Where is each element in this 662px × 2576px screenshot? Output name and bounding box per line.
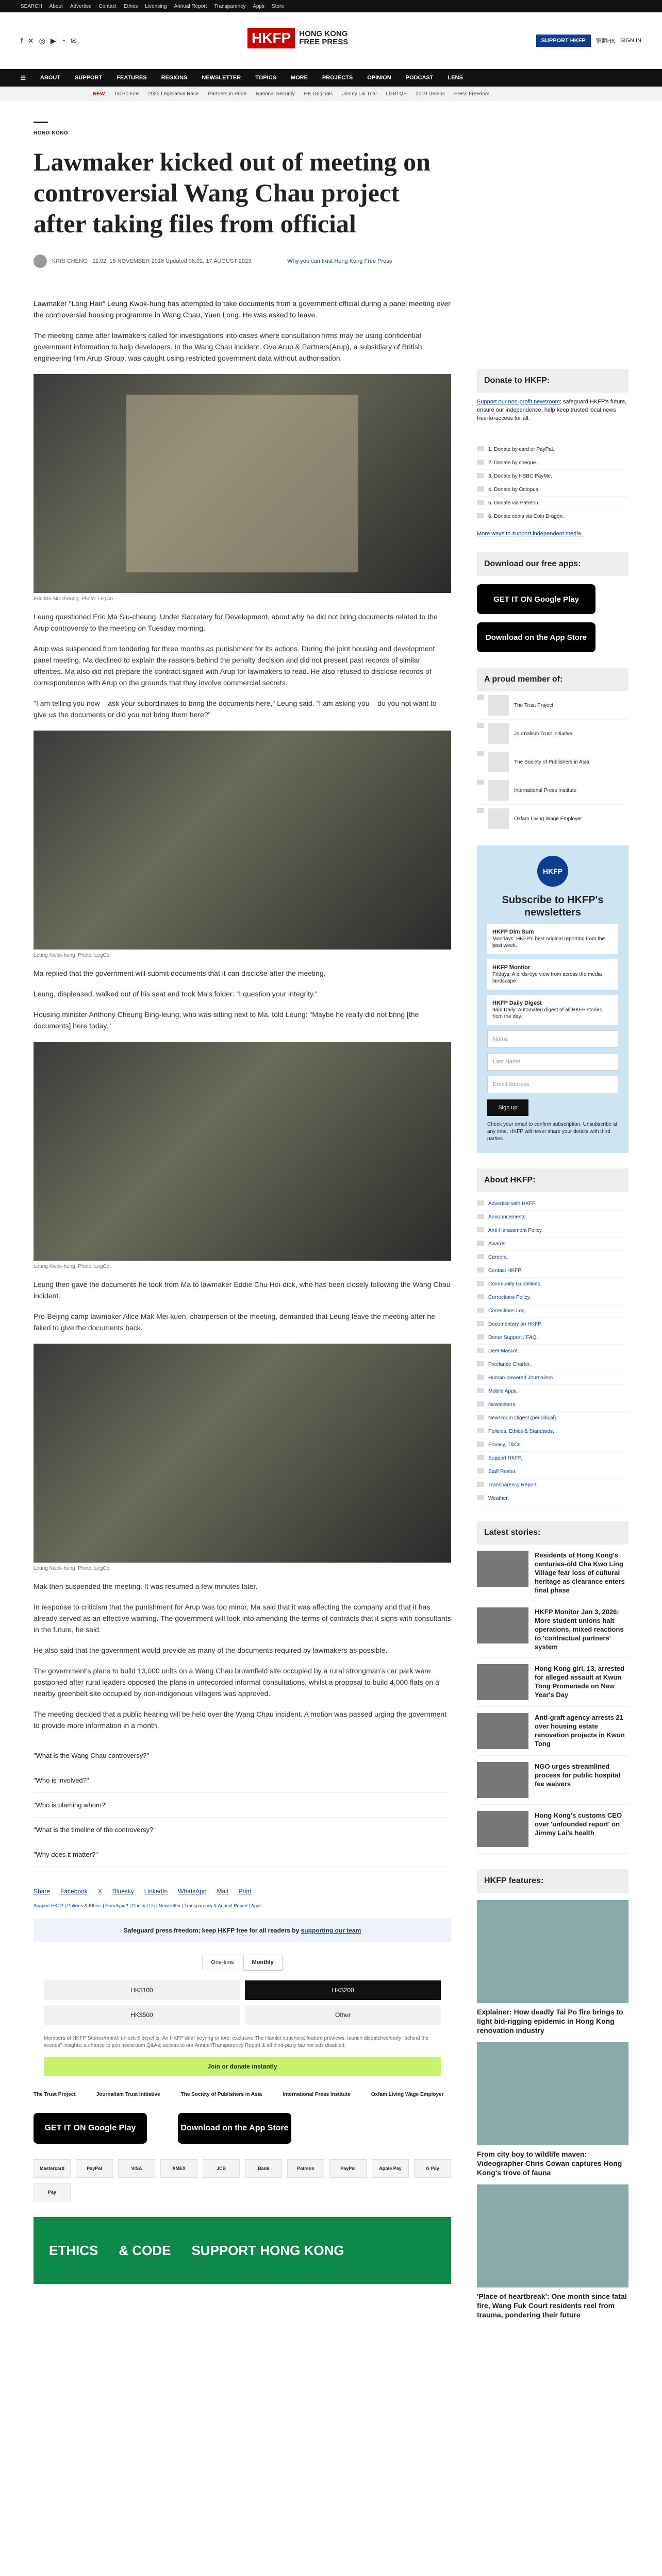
more-ways-link[interactable]: More ways to support independent media. (477, 531, 583, 537)
menu-icon[interactable]: ☰ (21, 75, 26, 81)
about-link[interactable]: Awards. (477, 1238, 628, 1251)
sign-up-button[interactable]: Sign up (487, 1099, 528, 1116)
ipi-logo[interactable]: International Press Institute (283, 2092, 351, 2097)
nav-topics[interactable]: TOPICS (255, 75, 276, 81)
nav-about[interactable]: ABOUT (40, 75, 60, 81)
bank-icon: Bank (245, 2159, 282, 2178)
trending-2019-demos[interactable]: 2019 Demos (416, 91, 445, 97)
logo-text (299, 30, 348, 46)
about-link[interactable]: Corrections Policy. (477, 1291, 628, 1304)
social-icons (21, 37, 268, 45)
faq-item[interactable]: "What is the timeline of the controversy?" (34, 1818, 451, 1842)
newsletter-note: Check your email to confirm subscription. Unsubscribe at any time. HKFP will never share your details with third parties. (487, 1122, 618, 1142)
nav-more[interactable]: MORE (290, 75, 308, 81)
article-title: Lawmaker kicked out of meeting on controversial Wang Chau project after taking files from official (34, 147, 431, 238)
story-thumb (477, 1811, 528, 1847)
story-item[interactable] (477, 1545, 628, 1601)
newsletter-option[interactable] (487, 959, 618, 990)
paragraph: The meeting decided that a public hearing will be held over the Wang Chau incident. A motion was passed urging the government to provide more information in a month. (34, 1710, 447, 1730)
one-time-option[interactable]: One-time (202, 1955, 243, 1970)
amex-icon: AMEX (160, 2159, 197, 2178)
promo-text: SUPPORT HONG KONG (191, 2242, 344, 2258)
trust-link[interactable]: Why you can trust Hong Kong Free Press (287, 258, 392, 264)
about-link[interactable]: Transparency Report. (477, 1479, 628, 1492)
trending-jimmy-lai[interactable]: Jimmy Lai Trial (342, 91, 377, 97)
topbar-contact[interactable]: Contact (98, 3, 117, 9)
member-logo (488, 808, 509, 829)
trending-press-freedom[interactable]: Press Freedom (454, 91, 490, 97)
amount-option-selected[interactable]: HK$200 (245, 1980, 441, 2000)
member-item[interactable] (477, 691, 628, 720)
nav-lens[interactable]: LENS (448, 75, 463, 81)
about-link[interactable]: Policies, Ethics & Standards. (477, 1425, 628, 1438)
photo-caption: Leung Kwok-hung. Photo: LegCo. (34, 1566, 111, 1571)
member-logo (488, 695, 509, 716)
apps-heading: Download our free apps: (477, 552, 628, 576)
nav-projects[interactable]: PROJECTS (322, 75, 353, 81)
member-benefits: Members of HKFP Stories/month unlock 5 benefits: An HKFP dear keyring or tote; exclusive The Hamlet vouchers; feature previews; launch dispatches/early "behind the scenes" insights; a chance to join newsroom Q&As; access to our Annual/Transparency Report & all third-party banner ads disabled. (44, 2036, 429, 2048)
about-link[interactable]: Advertise with HKFP. (477, 1197, 628, 1211)
about-link[interactable]: Donor Support / FAQ. (477, 1331, 628, 1345)
apple-pay-icon: Apple Pay (372, 2159, 409, 2178)
story-title: Residents of Hong Kong's centuries-old Cha Kwo Ling Village fear loss of cultural heritage as clearance enters final phase (535, 1551, 625, 1594)
about-link[interactable]: Corrections Log. (477, 1304, 628, 1318)
topbar-apps[interactable]: Apps (253, 3, 264, 9)
about-link[interactable]: Documentary on HKFP. (477, 1318, 628, 1331)
nav-regions[interactable]: REGIONS (161, 75, 188, 81)
about-link[interactable]: Community Guidelines. (477, 1278, 628, 1291)
trending-legislative-race[interactable]: 2025 Legislative Race (148, 91, 199, 97)
newsletter-option[interactable] (487, 995, 618, 1025)
share-print[interactable]: Print (238, 1888, 252, 1895)
feature-image (477, 1900, 628, 2003)
member-name: The Society of Publishers in Asia (514, 759, 589, 765)
article-column (34, 101, 451, 2319)
story-title: Anti-graft agency arrests 21 over housing estate renovation projects in Kwun Tong (535, 1714, 625, 1748)
article-photo (34, 1042, 451, 1261)
logo-box: HKFP (247, 28, 295, 48)
topbar-annual-report[interactable]: Annual Report (174, 3, 207, 9)
about-link[interactable]: Anti-Harassment Policy. (477, 1224, 628, 1238)
newsletter-name: HKFP Monitor (492, 964, 531, 971)
join-button[interactable]: Join or donate instantly (44, 2057, 441, 2076)
trending-partners-pride[interactable]: Partners in Pride (208, 91, 247, 97)
topbar-advertise[interactable]: Advertise (70, 3, 92, 9)
jti-logo[interactable]: Journalism Trust Initiative (96, 2092, 160, 2097)
oxfam-logo[interactable]: Oxfam Living Wage Employer (371, 2092, 444, 2097)
story-item[interactable] (477, 1805, 628, 1854)
page-body (0, 101, 662, 2319)
about-link[interactable]: Privacy, T&Cs. (477, 1438, 628, 1452)
about-link[interactable]: Newsletters. (477, 1398, 628, 1412)
x-icon[interactable]: ✕ (27, 36, 34, 45)
nav-newsletter[interactable]: NEWSLETTER (202, 75, 241, 81)
donate-banner-link[interactable]: supporting our team (301, 1927, 361, 1934)
photo-caption: Eric Ma Siu-cheung. Photo: LegCo. (34, 596, 114, 602)
about-link[interactable]: Human-powered Journalism. (477, 1371, 628, 1385)
about-link[interactable]: Announcements. (477, 1211, 628, 1224)
story-thumb (477, 1607, 528, 1643)
promo-text: & CODE (119, 2242, 171, 2258)
newsletter-name: HKFP Daily Digest (492, 1000, 542, 1006)
share-label: Share (34, 1888, 51, 1895)
story-title: Hong Kong girl, 13, arrested for alleged assault at Kwun Tong Promenade on New Year's Day (535, 1665, 625, 1699)
trending-bar (0, 87, 662, 101)
trending-lgbtq[interactable]: LGBTQ+ (386, 91, 407, 97)
nav-features[interactable]: FEATURES (117, 75, 147, 81)
story-item[interactable] (477, 1756, 628, 1805)
feature-item[interactable] (477, 2042, 628, 2177)
donate-method[interactable]: 5. Donate via Patreon. (477, 497, 628, 510)
donate-banner (34, 1919, 451, 1942)
member-item[interactable] (477, 748, 628, 776)
about-link[interactable]: Deer Mascot. (477, 1345, 628, 1358)
payment-methods (34, 2159, 451, 2201)
paragraph: The meeting came after lawmakers called for investigations into cases where consultation firms may be using confidential government information to help developers. In the Wang Chau incident, Ove Arup & Partners(Arup), a subsidiary of British engineering firm Arup Group, was caught using restricted government data without authorisation. (34, 331, 422, 362)
pay-icon: Pay (34, 2183, 71, 2201)
paragraph: Arup was suspended from tendering for three months as punishment for its actions. During the joint housing and development panel meeting, Ma declined to explain the reasons behind the penalty decision and did not present past records of similar offences. Ma also did not prepare the contract signed with Arup for lawmakers to read. He also refused to disclose records of correspondence with Arup on the grounds that they involve commercial secrets. (34, 645, 435, 687)
about-link[interactable]: Contact HKFP. (477, 1264, 628, 1278)
story-item[interactable] (477, 1658, 628, 1707)
about-link[interactable]: Staff Roster. (477, 1465, 628, 1479)
category-label[interactable]: HONG KONG (34, 130, 69, 136)
donate-method[interactable]: 6. Donate coins via Coin Dragon. (477, 510, 628, 523)
email-icon[interactable]: ✉ (71, 36, 77, 45)
share-linkedin[interactable]: LinkedIn (144, 1888, 168, 1895)
story-thumb (477, 1762, 528, 1798)
paragraph: Leung then gave the documents he took from Ma to lawmaker Eddie Chu Hoi-dick, who has been closely following the Wang Chau incident. (34, 1280, 451, 1300)
paragraph: Ma replied that the government will submit documents that it can disclose after the meeting. (34, 969, 326, 977)
promo-text: ETHICS (49, 2242, 98, 2258)
newsletter-desc: 9am Daily: Automated digest of all HKFP stories from the day. (492, 1007, 602, 1020)
photo-subject (126, 395, 358, 572)
logo-line2: FREE PRESS (299, 38, 349, 46)
member-item[interactable] (477, 805, 628, 833)
amount-grid (44, 1980, 441, 2025)
donate-method[interactable]: 1. Donate by card or PayPal. (477, 443, 628, 456)
feature-item[interactable] (477, 2184, 628, 2319)
member-list (477, 691, 628, 833)
support-hkfp-button[interactable]: SUPPORT HKFP (536, 35, 591, 47)
author-name[interactable]: KRIS CHENG (52, 258, 88, 264)
sign-in-link[interactable]: SIGN IN (620, 38, 641, 44)
monthly-option[interactable]: Monthly (243, 1955, 283, 1970)
donate-method[interactable]: 4. Donate by Octopus. (477, 483, 628, 497)
member-logos (34, 2092, 451, 2097)
features-heading: HKFP features: (477, 1869, 628, 1893)
nav-support[interactable]: SUPPORT (74, 75, 103, 81)
nav-podcast[interactable]: PODCAST (405, 75, 434, 81)
feature-item[interactable] (477, 1900, 628, 2035)
feature-image (477, 2184, 628, 2287)
topbar-store[interactable]: Store (272, 3, 284, 9)
topbar-ethics[interactable]: Ethics (123, 3, 138, 9)
newsletter-badge: HKFP (537, 856, 568, 887)
promo-banner[interactable] (34, 2217, 451, 2284)
logo-line1: HONG KONG (299, 29, 348, 38)
story-item[interactable] (477, 1601, 628, 1658)
story-item[interactable] (477, 1707, 628, 1756)
topbar-search[interactable]: SEARCH (21, 3, 42, 9)
mastercard-icon: Mastercard (34, 2159, 71, 2178)
app-badges (34, 2113, 451, 2144)
google-pay-icon: G Pay (414, 2159, 451, 2178)
nav-opinion[interactable]: OPINION (367, 75, 391, 81)
divider (34, 122, 48, 123)
publish-dates: 11:02, 15 NOVEMBER 2016 Updated 08:02, 17 AUGUST 2023 (92, 258, 252, 264)
member-heading: A proud member of: (477, 668, 628, 691)
topbar-about[interactable]: About (49, 3, 63, 9)
article-photo (34, 374, 451, 593)
paragraph: He also said that the government would provide as many of the documents required by lawmakers as possible. (34, 1646, 388, 1654)
paragraph: The government's plans to build 13,000 units on a Wang Chau brownfield site occupied by a rural strongman's car park were postponed after rural leaders opposed the plans in unrecorded informal consultations, whilst a proposal to build 4,000 flats on a nearby greenbelt site occupied by non-indigenous villagers was approved. (34, 1667, 439, 1698)
share-whatsapp[interactable]: WhatsApp (178, 1888, 207, 1895)
sopa-logo[interactable]: The Society of Publishers in Asia (180, 2092, 262, 2097)
member-logo (488, 752, 509, 772)
paragraph: Housing minister Anthony Cheung Bing-leung, who was sitting next to Ma, told Leung: "Maybe he really did not bring [the documents] here today." (34, 1010, 419, 1030)
support-links[interactable]: Support HKFP | Policies & Ethics | Error/typo? | Contact Us | Newsletter | Transparency & Annual Report | Apps (34, 1903, 262, 1908)
language-switch[interactable]: 繁體HK (595, 38, 616, 44)
app-store-badge[interactable]: Download on the App Store (178, 2113, 291, 2144)
newsletter-desc: Mondays: HKFP's best original reporting from the past week. (492, 936, 605, 948)
latest-stories (477, 1545, 628, 1854)
paragraph: Pro-Beijing camp lawmaker Alice Mak Mei-kuen, chairperson of the meeting, demanded that Leung leave the meeting after he failed to give the documents back. (34, 1312, 435, 1332)
about-link[interactable]: Support HKFP. (477, 1452, 628, 1465)
newsletter-title: Subscribe to HKFP's newsletters (502, 894, 604, 918)
youtube-icon[interactable]: ▶ (50, 36, 56, 45)
member-name: Journalism Trust Initiative (514, 731, 572, 737)
about-link[interactable]: Freelance Charter. (477, 1358, 628, 1371)
photo-caption: Leung Kwok-hung. Photo: LegCo. (34, 953, 111, 958)
main-nav (0, 69, 662, 87)
story-title: Hong Kong's customs CEO over 'unfounded report' on Jimmy Lai's health (535, 1811, 622, 1837)
topbar-transparency[interactable]: Transparency (214, 3, 246, 9)
amount-option[interactable]: HK$100 (44, 1980, 240, 2000)
feature-title: Explainer: How deadly Tai Po fire brings to light bid-rigging epidemic in Hong Kong renovation industry (477, 2008, 623, 2035)
google-play-badge[interactable]: GET IT ON Google Play (477, 584, 595, 614)
trust-project-logo[interactable]: The Trust Project (34, 2092, 76, 2097)
feature-image (477, 2042, 628, 2145)
paragraph: In response to criticism that the punishment for Arup was too minor, Ma said that it was affecting the company and that it has already served as an effective warning. The government will look into amending the terms of contracts that it signs with consultants in the future, he said. (34, 1603, 451, 1634)
author-avatar (34, 255, 47, 268)
story-title: HKFP Monitor Jan 3, 2026: More student unions halt operations, mixed reactions to 'contractual partners' system (535, 1608, 624, 1651)
paragraph: Leung questioned Eric Ma Siu-cheung, Under Secretary for Development, about why he did not bring documents related to the Arup controversy to the meeting on Tuesday morning. (34, 613, 438, 632)
about-link[interactable]: Newsroom Digest (periodical). (477, 1412, 628, 1425)
newsletter-name: HKFP Dim Sum (492, 929, 534, 935)
site-header (0, 12, 662, 69)
frequency-toggle (34, 1955, 451, 1970)
instagram-icon[interactable]: ◎ (39, 36, 45, 45)
member-name: International Press Institute (514, 787, 577, 793)
paypal-icon: PayPal (329, 2159, 367, 2178)
newsletter-box (477, 845, 628, 1153)
story-title: NGO urges streamlined process for public hospital fee waivers (535, 1762, 621, 1788)
app-store-badge[interactable]: Download on the App Store (477, 622, 595, 652)
share-mail[interactable]: Mail (217, 1888, 228, 1895)
faq-item[interactable]: "Who is blaming whom?" (34, 1793, 451, 1818)
member-name: The Trust Project (514, 702, 554, 708)
patreon-icon: Patreon (287, 2159, 324, 2178)
member-item[interactable] (477, 720, 628, 748)
new-label: NEW (93, 91, 105, 97)
article-photo (34, 1344, 451, 1563)
google-play-badge[interactable]: GET IT ON Google Play (34, 2113, 147, 2144)
share-bar (34, 1888, 451, 1895)
newsletter-desc: Fridays: A birds-eye view from across the media landscape. (492, 972, 602, 984)
rss-icon[interactable]: ◔ (61, 37, 66, 45)
about-link[interactable]: Careers. (477, 1251, 628, 1264)
name-field[interactable]: Name (487, 1030, 618, 1048)
paypal-icon: PayPal (76, 2159, 113, 2178)
hkfp-logo[interactable] (247, 28, 348, 48)
donate-text (477, 398, 628, 422)
feature-title: 'Place of heartbreak': One month since fatal fire, Wang Fuk Court residents reel from trauma, pondering their future (477, 2292, 627, 2319)
about-heading: About HKFP: (477, 1168, 628, 1192)
paragraph: Leung, displeased, walked out of his seat and took Ma's folder: "I question your integrity." (34, 990, 318, 998)
lede-paragraph: Lawmaker "Long Hair" Leung Kwok-hung has attempted to take documents from a government official during a panel meeting over the controversial housing programme in Wang Chau, Yuen Long. He was asked to leave. (34, 299, 451, 319)
share-facebook[interactable]: Facebook (60, 1888, 88, 1895)
top-utility-bar (0, 0, 662, 12)
email-field[interactable]: Email Address (487, 1076, 618, 1093)
trending-tai-po-fire[interactable]: Tai Po Fire (114, 91, 139, 97)
feature-title: From city boy to wildlife maven: Videographer Chris Cowan captures Hong Kong's trove of fauna (477, 2150, 622, 2177)
donate-method[interactable]: 2. Donate by cheque. (477, 456, 628, 470)
amount-option[interactable]: HK$500 (44, 2005, 240, 2025)
story-thumb (477, 1664, 528, 1700)
faq-item[interactable]: "Who is involved?" (34, 1768, 451, 1793)
story-thumb (477, 1713, 528, 1749)
last-name-field[interactable]: Last Name (487, 1053, 618, 1071)
faq-item[interactable]: "Why does it matter?" (34, 1842, 451, 1867)
topbar-licensing[interactable]: Licensing (145, 3, 167, 9)
faq-list (34, 1743, 451, 1867)
visa-icon: VISA (118, 2159, 155, 2178)
share-bluesky[interactable]: Bluesky (112, 1888, 134, 1895)
member-logo (488, 780, 509, 801)
byline (34, 255, 451, 268)
donate-text-body: ; safeguard HKFP's future, ensure our independence, help keep trusted local news free-to-access for all. (477, 399, 627, 421)
about-list (477, 1197, 628, 1505)
article-photo (34, 731, 451, 950)
trending-national-security[interactable]: National Security (256, 91, 295, 97)
jcb-icon: JCB (203, 2159, 240, 2178)
newsletter-option[interactable] (487, 924, 618, 954)
photo-caption: Leung Kwok-hung. Photo: LegCo. (34, 1264, 111, 1269)
header-actions (536, 35, 641, 47)
paragraph: Mak then suspended the meeting. It was resumed a few minutes later. (34, 1582, 258, 1590)
sidebar (477, 101, 628, 2319)
donate-text-link[interactable]: Support our non-profit newsroom (477, 399, 560, 405)
story-thumb (477, 1551, 528, 1587)
amount-option[interactable]: Other (245, 2005, 441, 2025)
donate-heading: Donate to HKFP: (477, 369, 628, 393)
donate-banner-text: Safeguard press freedom; keep HKFP free for all readers by (123, 1927, 301, 1934)
paragraph: "I am telling you now – ask your subordinates to bring the documents here," Leung said. "I am asking you – do you not want to give us the documents or did you not bring them here?" (34, 699, 437, 719)
share-x[interactable]: X (97, 1888, 102, 1895)
latest-heading: Latest stories: (477, 1521, 628, 1545)
facebook-icon[interactable]: f (21, 37, 23, 45)
member-name: Oxfam Living Wage Employer (514, 816, 582, 822)
about-link[interactable]: Weather. (477, 1492, 628, 1505)
trending-hk-originals[interactable]: HK Originals (304, 91, 333, 97)
member-logo (488, 723, 509, 744)
member-item[interactable] (477, 776, 628, 805)
donate-method[interactable]: 3. Donate by HSBC PayMe. (477, 470, 628, 483)
faq-item[interactable]: "What is the Wang Chau controversy?" (34, 1743, 451, 1768)
about-link[interactable]: Mobile Apps. (477, 1385, 628, 1398)
donate-methods (477, 443, 628, 523)
